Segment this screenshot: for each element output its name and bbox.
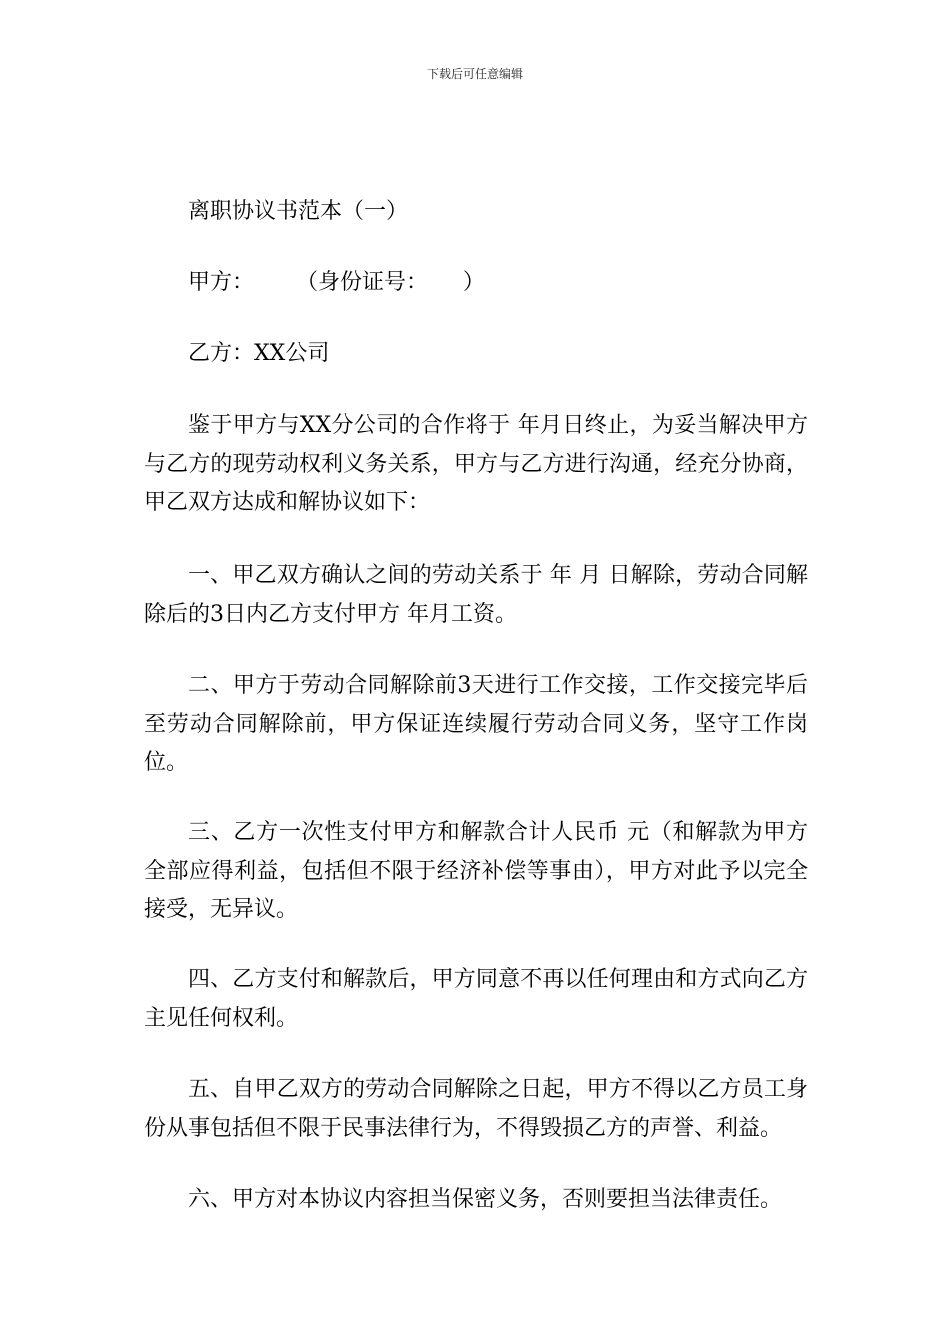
page-header-note: 下载后可任意编辑	[426, 67, 523, 81]
clause-5: 五、自甲乙双方的劳动合同解除之日起，甲方不得以乙方员工身份从事包括但不限于民事法律行为，不得毁损乙方的声誉、利益。	[144, 1077, 808, 1141]
preamble-paragraph: 鉴于甲方与XX分公司的合作将于 年月日终止，为妥当解决甲方与乙方的现劳动权利义务关系，甲方与乙方进行沟通，经充分协商，甲乙双方达成和解协议如下：	[144, 413, 808, 515]
party-a-line: 甲方： （身份证号： ）	[188, 270, 485, 295]
clause-2: 二、甲方于劳动合同解除前3天进行工作交接，工作交接完毕后至劳动合同解除前，甲方保证连续履行劳动合同义务，坚守工作岗位。	[144, 673, 808, 775]
document-title: 离职协议书范本（一）	[188, 199, 409, 224]
clause-1: 一、甲乙双方确认之间的劳动关系于 年 月 日解除，劳动合同解除后的3日内乙方支付甲方 年月工资。	[144, 563, 808, 627]
clause-3: 三、乙方一次性支付甲方和解款合计人民币 元（和解款为甲方全部应得利益，包括但不限于经济补偿等事由），甲方对此予以完全接受，无异议。	[144, 820, 808, 922]
clause-6: 六、甲方对本协议内容担当保密义务，否则要担当法律责任。	[188, 1187, 783, 1212]
clause-4: 四、乙方支付和解款后，甲方同意不再以任何理由和方式向乙方主见任何权利。	[144, 967, 808, 1031]
party-b-line: 乙方：XX公司	[188, 341, 330, 366]
